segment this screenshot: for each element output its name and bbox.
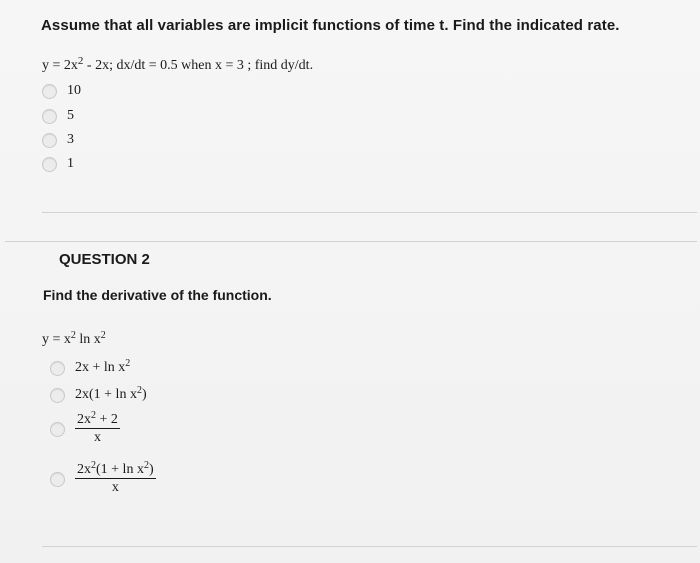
radio-button[interactable] (50, 388, 65, 403)
q2-choice-b[interactable] (50, 387, 147, 403)
choice-label: $2x(1 + \ln x^2)$ (75, 385, 147, 402)
question2-stem: $y = x^2$ $\ln x^2$ (42, 330, 106, 347)
question-separator (5, 241, 697, 242)
fraction-denominator: x (111, 480, 119, 496)
choice-label: 5 (67, 108, 74, 123)
radio-button[interactable] (42, 84, 57, 99)
q1-choice-2[interactable] (42, 108, 74, 124)
fraction-numerator: $2x^2(1 + \ln x^2)$ (75, 462, 156, 479)
q2-choice-c[interactable] (50, 412, 120, 446)
choice-label: 1 (67, 156, 74, 171)
q2-choice-a[interactable] (50, 360, 130, 376)
q1-choice-4[interactable] (42, 156, 74, 172)
choice-label: 10 (67, 83, 81, 98)
radio-button[interactable] (42, 133, 57, 148)
radio-button[interactable] (50, 422, 65, 437)
q1-choice-3[interactable] (42, 132, 74, 148)
radio-button[interactable] (42, 157, 57, 172)
fraction-denominator: x (93, 430, 101, 446)
radio-button[interactable] (50, 361, 65, 376)
fraction-numerator: $2x^2 + 2$ (75, 412, 120, 429)
question1-instruction: Assume that all variables are implicit functions of time t. Find the indicated rate. (41, 17, 620, 34)
question1-stem: $y = 2x^2 - 2x$; dx/dt = 0.5 when x = 3 ; find dy/dt. (42, 55, 314, 73)
question2-header: QUESTION 2 (59, 251, 150, 268)
choice-label: 3 (67, 132, 74, 147)
fraction (75, 462, 156, 496)
question1-divider (42, 212, 697, 213)
fraction (75, 412, 120, 446)
question2-divider (42, 546, 697, 547)
radio-button[interactable] (50, 472, 65, 487)
q1-choice-1[interactable] (42, 83, 81, 99)
question2-instruction: Find the derivative of the function. (43, 287, 272, 303)
q2-choice-d[interactable] (50, 462, 156, 496)
radio-button[interactable] (42, 109, 57, 124)
choice-label: $2x + \ln x^2$ (75, 358, 131, 375)
